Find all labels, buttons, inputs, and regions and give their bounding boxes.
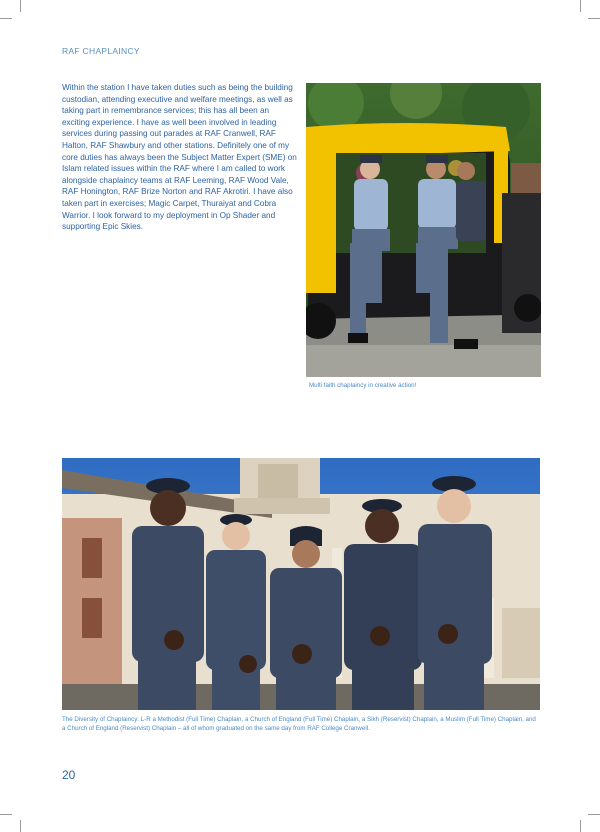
- crop-mark: [588, 814, 600, 815]
- article-paragraph: Within the station I have taken duties such as being the building custodian, attending executive and welfare meetings, as well as taking part in remembrance services; this has all been an exciting experience. I have as well been involved in leading services during passing out parades at RAF Cranwell, RAF Halton, RAF Shawbury and other stations. Definitely one of my core duties has always been the Subject Matter Expert (SME) on Islam related issues within the RAF where I am called to work alongside chaplaincy teams at RAF Leeming, RAF Wood Vale, RAF Honington, RAF Brize Norton and RAF Akrotiri. I have also taken part in exercises; Magic Carpet, Thuraiyat and Cobra Warrior. I look forward to my deployment in Op Shader and supporting Epic Skies.: [62, 83, 297, 232]
- chaplains-group-photo: [62, 458, 540, 710]
- crop-mark: [0, 814, 12, 815]
- crop-mark: [588, 18, 600, 19]
- crop-mark: [20, 0, 21, 12]
- crop-mark: [20, 820, 21, 832]
- section-header: RAF CHAPLAINCY: [62, 46, 140, 56]
- group-photo-caption: The Diversity of Chaplaincy: L-R a Methodist (Full Time) Chaplain, a Church of England (Full Time) Chaplain, a Sikh (Reservist) Chaplain, a Muslim (Full Time) Chaplain, and a Church of England (Reservist) Chaplain – all of whom graduated on the same day from RAF College Cranwell.: [62, 716, 536, 732]
- tuk-tuk-photo-caption: Multi faith chaplaincy in creative action!: [309, 382, 417, 389]
- crop-mark: [580, 820, 581, 832]
- tuk-tuk-photo: [306, 83, 541, 377]
- crop-mark: [580, 0, 581, 12]
- crop-mark: [0, 18, 12, 19]
- page-number: 20: [62, 768, 76, 782]
